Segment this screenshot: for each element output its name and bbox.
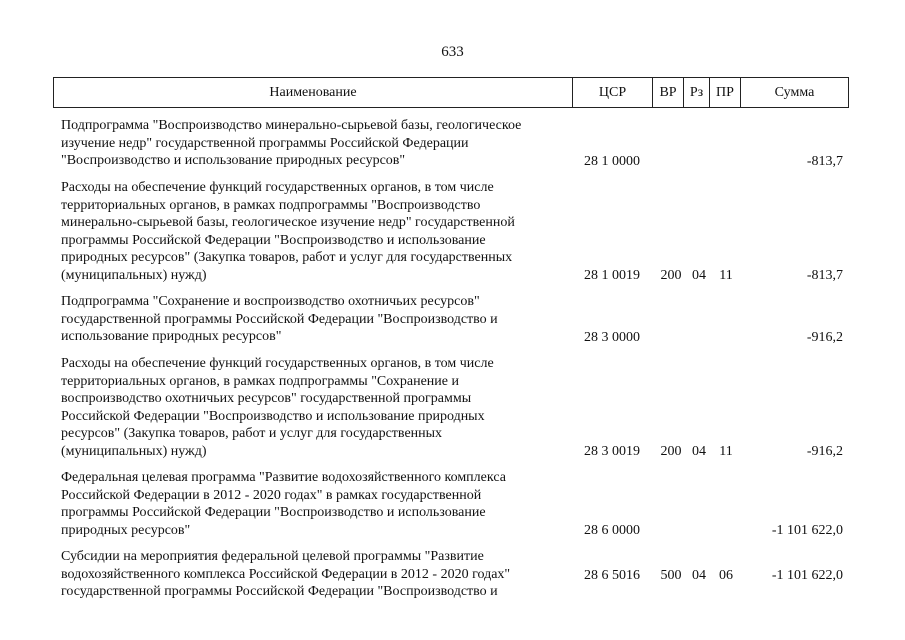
table-row	[53, 179, 848, 285]
header-vr: ВР	[653, 78, 684, 108]
row-rz: 04	[692, 444, 706, 460]
row-name: Субсидии на мероприятия федеральной целевой программы "Развитие водохозяйственного комплекса Российской Федерации в 2012 - 2020 годах" государственной программы Российской Федерации "Воспроизводство и	[61, 549, 511, 600]
table-row	[53, 548, 848, 602]
row-name: Подпрограмма "Воспроизводство минерально-сырьевой базы, геологическое изучение недр" государственной программы Российской Федерации "Воспроизводство и использование природных ресурсов"	[61, 118, 522, 169]
row-name: Расходы на обеспечение функций государственных органов, в том числе территориальных органов, в рамках подпрограммы "Воспроизводство минерально-сырьевой базы, геологическое изучение недр" государственной программы Российской Федерации "Воспроизводство и использование природных ресурсов" (Закупка товаров, работ и услуг для государственных (муниципальных) нужд)	[61, 180, 515, 283]
row-rz: 04	[692, 568, 706, 584]
header-name: Наименование	[54, 78, 573, 108]
table-row	[53, 117, 848, 171]
row-sum: -813,7	[806, 154, 843, 170]
header-csr: ЦСР	[573, 78, 653, 108]
row-vr: 500	[660, 568, 682, 584]
row-csr: 28 1 0000	[584, 154, 640, 170]
table-row	[53, 469, 848, 540]
row-csr: 28 6 0000	[584, 523, 640, 539]
row-vr: 200	[660, 444, 682, 460]
header-sum: Сумма	[741, 78, 849, 108]
row-pr: 06	[719, 568, 733, 584]
row-name: Федеральная целевая программа "Развитие водохозяйственного комплекса Российской Федерации в 2012 - 2020 годах" в рамках государственной программы Российской Федерации "Воспроизводство и использование природных ресурсов"	[61, 470, 506, 538]
header-rz: Рз	[684, 78, 710, 108]
row-sum: -916,2	[806, 444, 843, 460]
page-number: 633	[441, 44, 464, 60]
table-row	[53, 293, 848, 347]
table-row	[53, 355, 848, 461]
row-pr: 11	[719, 444, 733, 460]
row-pr: 11	[719, 268, 733, 284]
row-sum: -1 101 622,0	[771, 523, 843, 539]
header-pr: ПР	[710, 78, 741, 108]
row-csr: 28 1 0019	[584, 268, 640, 284]
row-sum: -1 101 622,0	[771, 568, 843, 584]
table-header	[53, 77, 849, 108]
row-name: Расходы на обеспечение функций государственных органов, в том числе территориальных органов, в рамках подпрограммы "Сохранение и воспроизводство охотничьих ресурсов" государственной программы Российской Федерации "Воспроизводство и использование природных ресурсов" (Закупка товаров, работ и услуг для государственных (муниципальных) нужд)	[61, 356, 494, 459]
row-vr: 200	[660, 268, 682, 284]
row-sum: -813,7	[806, 268, 843, 284]
row-sum: -916,2	[806, 330, 843, 346]
row-csr: 28 3 0019	[584, 444, 640, 460]
row-csr: 28 3 0000	[584, 330, 640, 346]
row-name: Подпрограмма "Сохранение и воспроизводство охотничьих ресурсов" государственной программы Российской Федерации "Воспроизводство и использование природных ресурсов"	[61, 294, 498, 345]
row-rz: 04	[692, 268, 706, 284]
row-csr: 28 6 5016	[584, 568, 640, 584]
